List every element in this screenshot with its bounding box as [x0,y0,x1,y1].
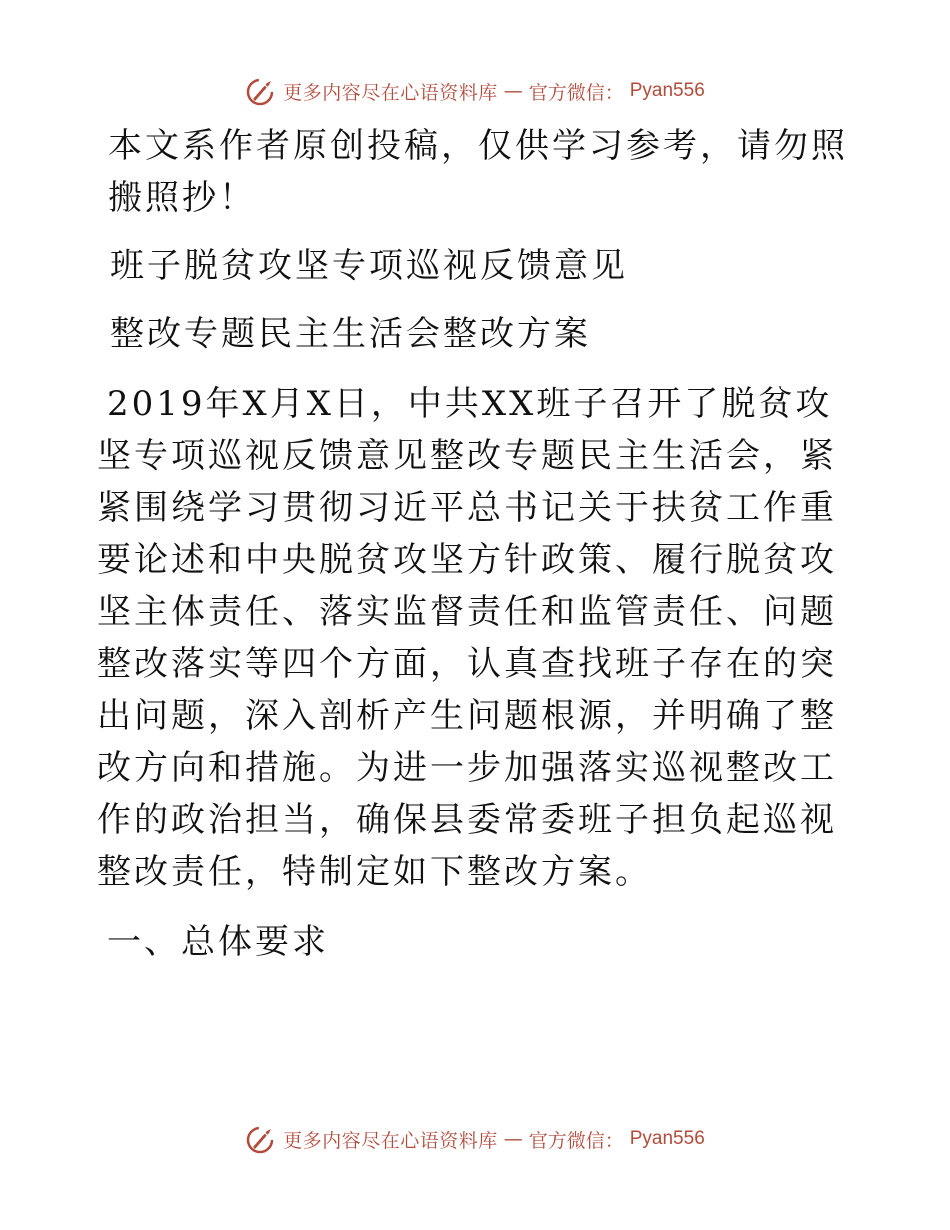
document-title-line-1: 班子脱贫攻坚专项巡视反馈意见 [110,246,628,286]
watermark-wechat-id: Pyan556 [629,1128,705,1149]
quill-pen-logo-icon [245,1123,277,1155]
document-body [97,120,857,968]
watermark-text: 更多内容尽在心语资料库 [283,81,498,104]
quill-pen-logo-icon [245,75,277,107]
watermark-dash: — [503,1128,523,1150]
watermark-wechat-id: Pyan556 [629,80,705,101]
intro-notice: 本文系作者原创投稿，仅供学习参考，请勿照搬照抄！ [108,126,848,218]
body-paragraph: 2019年X月X日，中共XX班子召开了脱贫攻坚专项巡视反馈意见整改专题民主生活会，紧紧围绕学习贯彻习近平总书记关于扶贫工作重要论述和中央脱贫攻坚方针政策、履行脱贫攻坚主体责任、落实监督责任和监管责任、问题整改落实等四个方面，认真查找班子存在的突出问题，深入剖析产生问题根源，并明确了整改方向和措施。为进一步加强落实巡视整改工作的政治担当，确保县委常委班子担负起巡视整改责任，特制定如下整改方案。 [97,384,837,892]
watermark-label: 官方微信： [528,1129,624,1152]
watermark-dash: — [503,80,523,102]
watermark-text: 更多内容尽在心语资料库 [283,1129,498,1152]
header-watermark [0,71,950,111]
document-title-line-2: 整改专题民主生活会整改方案 [110,314,591,354]
watermark-label: 官方微信： [528,81,624,104]
section-heading-1: 一、总体要求 [107,922,329,962]
footer-watermark [0,1119,950,1159]
